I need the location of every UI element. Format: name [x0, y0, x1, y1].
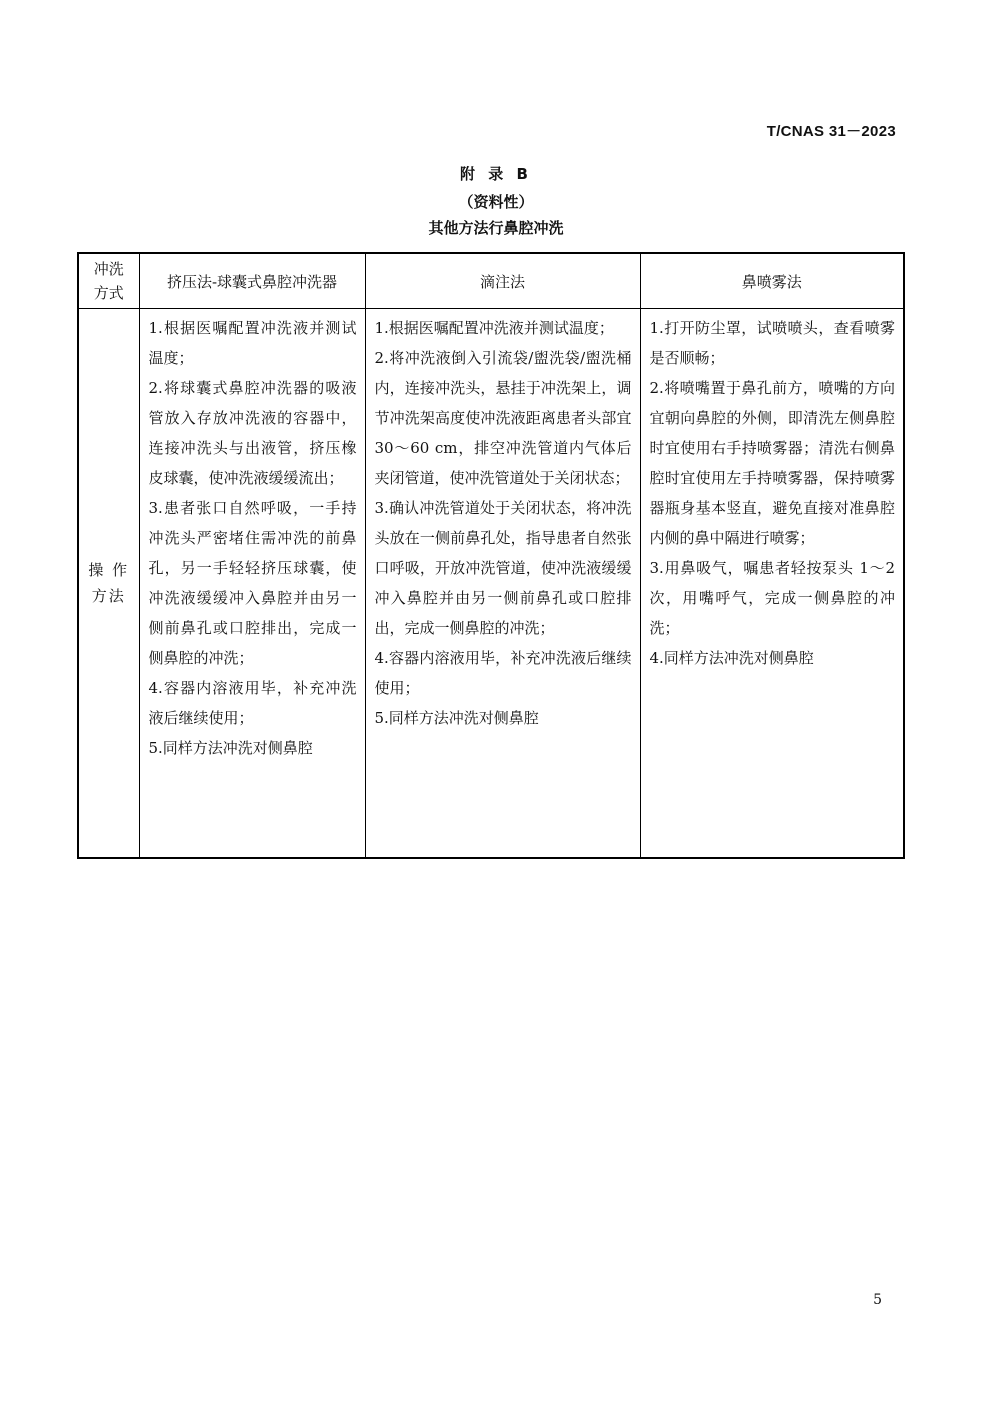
table-header-row — [78, 253, 904, 309]
list-item: 1.根据医嘱配置冲洗液并测试温度； — [148, 319, 357, 367]
squeeze-method-steps — [139, 309, 365, 859]
list-item: 3.用鼻吸气，嘱患者轻按泵头 1～2 次，用嘴呼气，完成一侧鼻腔的冲洗； — [649, 559, 895, 637]
header-drip-method: 滴注法 — [365, 253, 640, 309]
header-irrigation-method: 冲洗方式 — [78, 253, 139, 309]
appendix-type: （资料性） — [458, 193, 534, 211]
table-row — [78, 309, 904, 859]
header-spray-method: 鼻喷雾法 — [640, 253, 904, 309]
header-squeeze-method: 挤压法-球囊式鼻腔冲洗器 — [139, 253, 365, 309]
list-item: 5.同样方法冲洗对侧鼻腔 — [374, 709, 539, 727]
drip-method-steps — [365, 309, 640, 859]
list-item: 4.同样方法冲洗对侧鼻腔 — [649, 649, 814, 667]
appendix-title: 其他方法行鼻腔冲洗 — [428, 219, 564, 237]
list-item: 4.容器内溶液用毕，补充冲洗液后继续使用； — [148, 679, 357, 727]
spray-method-steps — [640, 309, 904, 859]
list-item: 4.容器内溶液用毕，补充冲洗液后继续使用； — [374, 649, 632, 697]
page-number: 5 — [873, 1292, 882, 1308]
list-item: 2.将冲洗液倒入引流袋/盥洗袋/盥洗桶内，连接冲洗头，悬挂于冲洗架上，调节冲洗架高度使冲洗液距离患者头部宜 30～60 cm，排空冲洗管道内气体后夹闭管道，使冲洗管道处于关闭状态； — [374, 349, 632, 487]
nasal-irrigation-methods-table — [77, 252, 905, 859]
row-label-operation: 操 作 方法 — [78, 309, 139, 859]
list-item: 1.根据医嘱配置冲洗液并测试温度； — [374, 319, 614, 337]
list-item: 3.患者张口自然呼吸，一手持冲洗头严密堵住需冲洗的前鼻孔，另一手轻轻挤压球囊，使冲洗液缓缓冲入鼻腔并由另一侧前鼻孔或口腔排出，完成一侧鼻腔的冲洗； — [148, 499, 357, 667]
list-item: 2.将球囊式鼻腔冲洗器的吸液管放入存放冲洗液的容器中，连接冲洗头与出液管，挤压橡皮球囊，使冲洗液缓缓流出； — [148, 379, 357, 487]
list-item: 2.将喷嘴置于鼻孔前方，喷嘴的方向宜朝向鼻腔的外侧，即清洗左侧鼻腔时宜使用右手持喷雾器；清洗右侧鼻腔时宜使用左手持喷雾器，保持喷雾器瓶身基本竖直，避免直接对准鼻腔内侧的鼻中隔进行喷雾； — [649, 379, 895, 547]
list-item: 5.同样方法冲洗对侧鼻腔 — [148, 739, 313, 757]
list-item: 1.打开防尘罩，试喷喷头，查看喷雾是否顺畅； — [649, 319, 895, 367]
appendix-label: 附 录 B — [460, 165, 532, 183]
document-code: T/CNAS 31－2023 — [766, 123, 896, 140]
list-item: 3.确认冲洗管道处于关闭状态，将冲洗头放在一侧前鼻孔处，指导患者自然张口呼吸，开放冲洗管道，使冲洗液缓缓冲入鼻腔并由另一侧前鼻孔或口腔排出，完成一侧鼻腔的冲洗； — [374, 499, 632, 637]
